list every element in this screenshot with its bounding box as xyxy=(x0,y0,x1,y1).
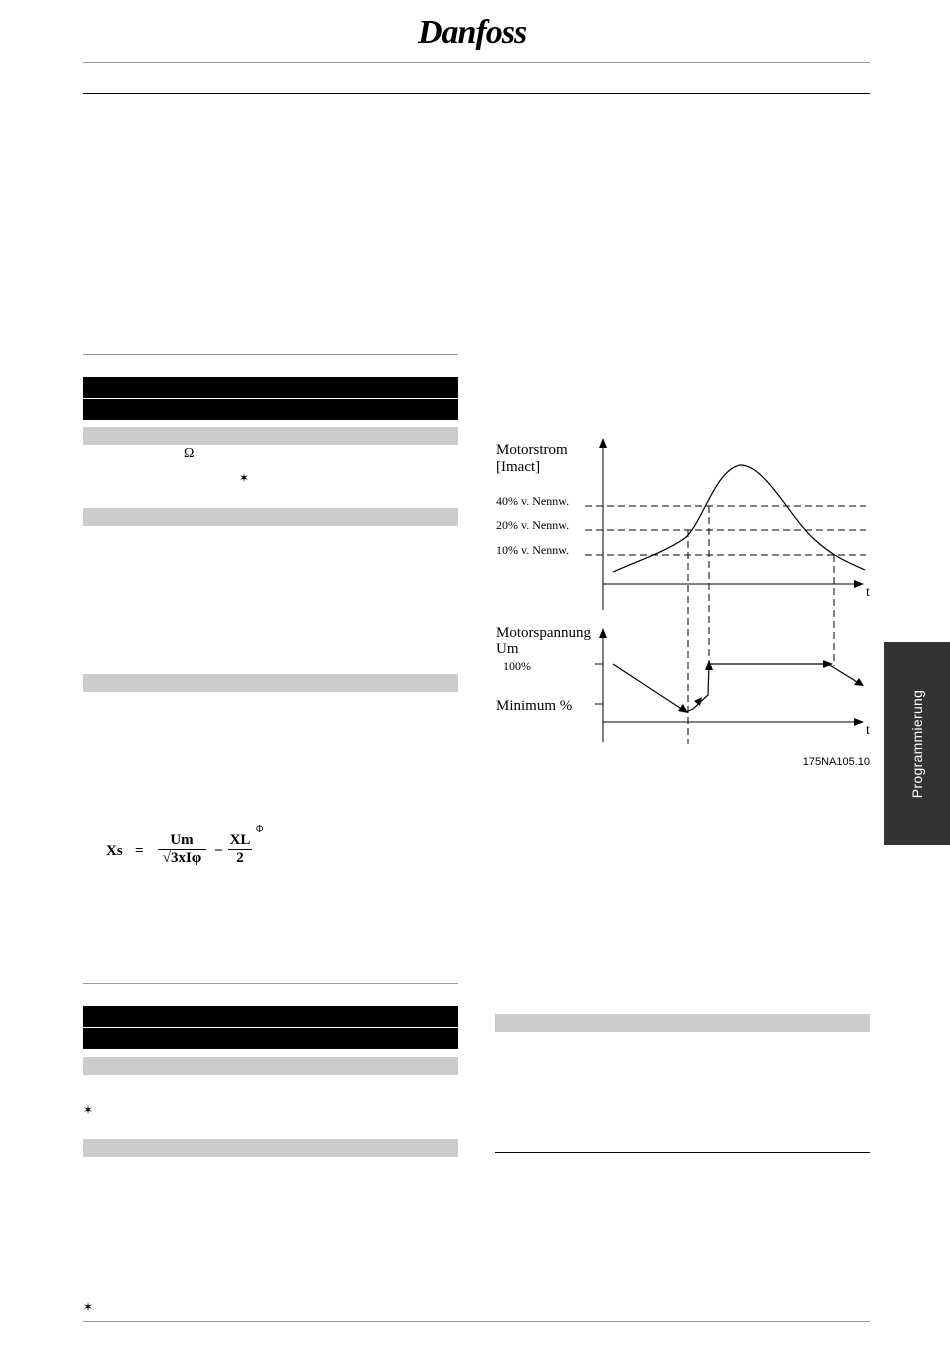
value-header-bar-1 xyxy=(83,427,458,445)
motor-voltage-curve xyxy=(613,664,862,712)
motor-current-curve xyxy=(613,465,865,572)
section-tab-label: Programmierung xyxy=(909,689,925,798)
level-min-label: Minimum % xyxy=(496,698,573,714)
formula-fraction-2 xyxy=(228,832,252,867)
parameter-subtitle-bar-2 xyxy=(83,1028,458,1049)
parameter-title-bar-1 xyxy=(83,377,458,398)
function-header-bar-2 xyxy=(83,1139,458,1157)
top-ylabel-line2: [Imact] xyxy=(496,459,541,475)
header-rule xyxy=(83,93,870,94)
parameter-title-bar-2 xyxy=(83,1006,458,1027)
t-label-top: t xyxy=(866,585,870,600)
bottom-ylabel-line2: Um xyxy=(496,641,519,657)
formula-lhs: Xs xyxy=(106,843,123,859)
level-10-label: 10% v. Nennw. xyxy=(496,543,570,557)
bottom-ylabel-line1: Motorspannung xyxy=(496,625,591,641)
parameter-subtitle-bar-1 xyxy=(83,399,458,420)
formula-denominator-2: 2 xyxy=(236,850,244,866)
formula-equals: = xyxy=(135,843,144,859)
stator-reactance-formula xyxy=(106,824,276,872)
formula-numerator-2: XL xyxy=(229,832,251,848)
function-header-bar-1 xyxy=(83,508,458,526)
formula-denominator-1: √3xIφ xyxy=(162,850,202,866)
section-divider-1 xyxy=(83,354,458,355)
ohm-symbol: Ω xyxy=(184,446,195,461)
level-100-label: 100% xyxy=(503,659,531,673)
level-40-label: 40% v. Nennw. xyxy=(496,494,570,508)
factory-setting-star-icon-2: ✶ xyxy=(83,1103,94,1117)
voltage-arrow-step-icon xyxy=(705,660,713,670)
voltage-arrow-end-icon xyxy=(854,678,864,686)
header-rule-thin xyxy=(83,62,870,63)
formula-superscript: Φ xyxy=(256,824,264,835)
description-header-bar-1 xyxy=(83,674,458,692)
figure-code: 175NA105.10 xyxy=(802,756,870,768)
t-label-bottom: t xyxy=(866,723,870,738)
bottom-y-axis-arrow-icon xyxy=(599,628,607,638)
motor-current-voltage-diagram xyxy=(490,430,880,775)
footer-star-icon: ✶ xyxy=(83,1300,94,1314)
formula-minus: − xyxy=(214,843,223,859)
formula-numerator-1: Um xyxy=(170,832,194,848)
formula-fraction-1 xyxy=(158,832,206,867)
top-ylabel-line1: Motorstrom xyxy=(496,442,568,458)
description-header-bar-right xyxy=(495,1014,870,1032)
factory-setting-star-icon: ✶ xyxy=(239,471,250,485)
top-x-axis-arrow-icon xyxy=(854,580,864,588)
danfoss-logo: Danfoss xyxy=(418,14,527,51)
footer-rule xyxy=(83,1321,870,1322)
bottom-x-axis-arrow-icon xyxy=(854,718,864,726)
section-tab-programmierung xyxy=(884,642,950,845)
section-divider-2 xyxy=(83,983,458,984)
value-header-bar-2 xyxy=(83,1057,458,1075)
voltage-arrow-down-icon xyxy=(678,704,688,713)
level-20-label: 20% v. Nennw. xyxy=(496,518,570,532)
section-divider-right xyxy=(495,1152,870,1153)
top-y-axis-arrow-icon xyxy=(599,438,607,448)
